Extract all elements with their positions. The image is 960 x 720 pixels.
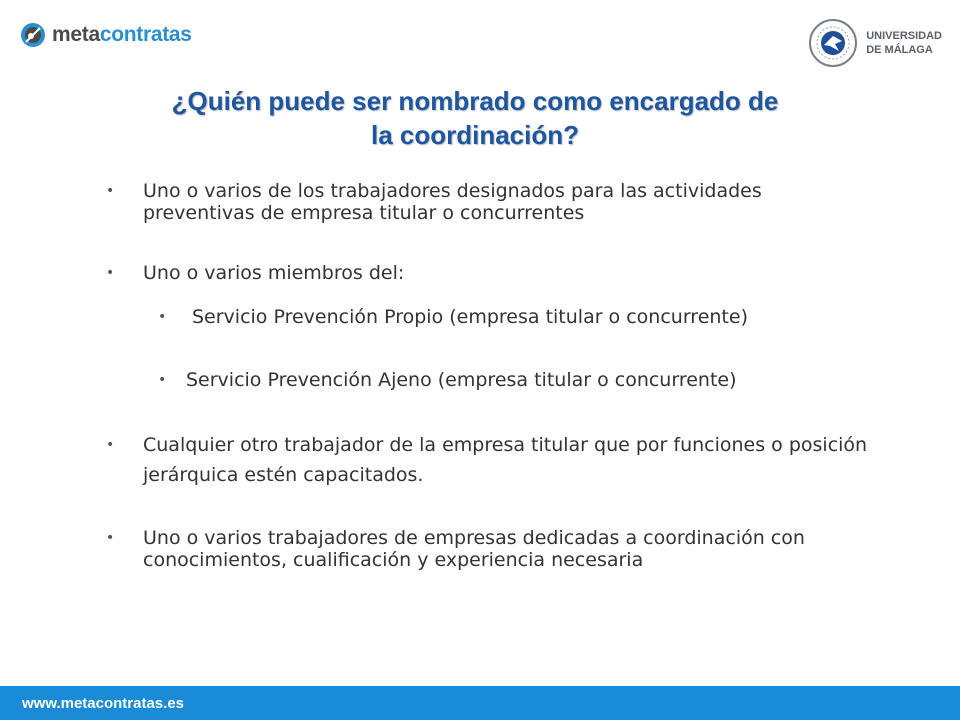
slide-title-line2: la coordinación? xyxy=(370,120,580,150)
logo-part-contratas: contratas xyxy=(99,23,192,46)
sub-bullet-item xyxy=(158,306,858,328)
bullet-dot-icon: • xyxy=(158,309,167,325)
metacontratas-logo-icon xyxy=(20,22,46,48)
bullet-text: Uno o varios trabajadores de empresas dedicadas a coordinación con conocimientos, cualificación y experiencia necesaria xyxy=(143,527,805,571)
university-name-line1: UNIVERSIDAD xyxy=(866,30,942,42)
bullet-dot-icon: • xyxy=(158,372,167,388)
university-logo xyxy=(808,18,942,68)
bullet-dot-icon: • xyxy=(106,530,115,546)
bullet-dot-icon: • xyxy=(106,265,115,281)
metacontratas-logo xyxy=(20,22,192,48)
sub-bullet-text: Servicio Prevención Propio (empresa titular o concurrente) xyxy=(192,306,748,328)
footer-website-link[interactable]: www.metacontratas.es xyxy=(22,695,185,712)
university-seal-icon xyxy=(808,18,858,68)
bullet-text: Cualquier otro trabajador de la empresa titular que por funciones o posición jerárquica estén capacitados. xyxy=(143,434,868,486)
bullet-item xyxy=(106,180,866,224)
university-name xyxy=(866,29,942,57)
bullet-text: Uno o varios miembros del: xyxy=(143,262,405,284)
bullet-text: Uno o varios de los trabajadores designados para las actividades preventivas de empresa titular o concurrentes xyxy=(143,180,762,224)
slide-title-line1: ¿Quién puede ser nombrado como encargado de xyxy=(171,86,779,116)
bullet-dot-icon: • xyxy=(106,437,115,453)
bullet-dot-icon: • xyxy=(106,183,115,199)
sub-bullet-text: Servicio Prevención Ajeno (empresa titular o concurrente) xyxy=(186,369,737,391)
metacontratas-wordmark xyxy=(52,23,192,47)
sub-bullet-item xyxy=(158,369,858,391)
footer-bar xyxy=(0,686,960,720)
bullet-item xyxy=(106,262,866,284)
slide-title xyxy=(0,84,960,152)
university-name-line2: DE MÁLAGA xyxy=(866,44,933,56)
bullet-item xyxy=(106,430,886,490)
logo-part-meta: meta xyxy=(52,23,100,46)
bullet-item xyxy=(106,527,896,571)
